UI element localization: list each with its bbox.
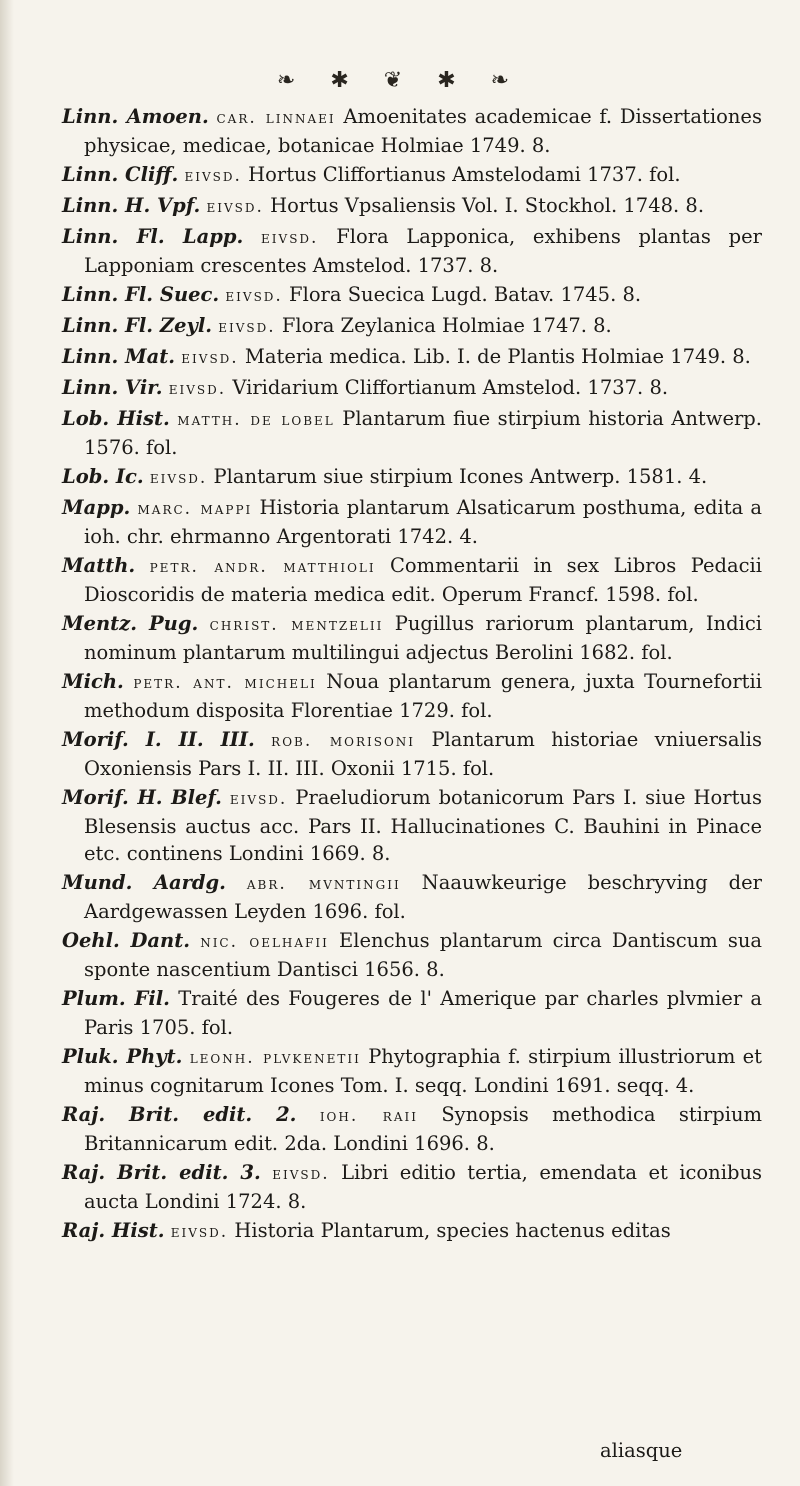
entry-abbreviation: Linn. Fl. Zeyl. — [62, 314, 213, 337]
bibliography-entry — [62, 1043, 762, 1099]
entry-abbreviation: Mentz. Pug. — [62, 612, 199, 635]
bibliography-entry — [62, 312, 762, 341]
entry-text: Elenchus plantarum circa Dantiscum sua sponte nascentium Dantisci 1656. 8. — [84, 929, 763, 981]
entry-abbreviation: Linn. Mat. — [62, 345, 176, 368]
entry-text: Praeludiorum botanicorum Pars I. siue Hortus Blesensis auctus acc. Pars II. Hallucinationes C. Bauhini in Pinace etc. continens Londini 1669. 8. — [84, 786, 762, 865]
entry-abbreviation: Linn. Fl. Lapp. — [62, 225, 244, 248]
entry-author: eivsd. — [229, 789, 288, 809]
entry-author: eivsd. — [206, 197, 264, 217]
entry-abbreviation: Morif. I. II. III. — [62, 728, 255, 751]
entry-text: Plantarum historiae vniuersalis Oxoniensis Pars I. II. III. Oxonii 1715. fol. — [84, 728, 763, 780]
bibliography-entry — [62, 1159, 762, 1215]
bibliography-entry — [62, 405, 762, 461]
entry-abbreviation: Raj. Brit. edit. 2. — [62, 1103, 297, 1126]
entry-author: leonh. plvkenetii — [189, 1048, 361, 1068]
bibliography-entry — [62, 1217, 762, 1246]
entry-text: Libri editio tertia, emendata et iconibus aucta Londini 1724. 8. — [84, 1161, 763, 1213]
bibliography-entry — [62, 494, 762, 550]
bibliography-entry — [62, 374, 762, 403]
entry-author: nic. oelhafii — [200, 932, 329, 952]
bibliography-entry — [62, 668, 762, 724]
entry-text: Naauwkeurige beschryving der Aardgewassen Leyden 1696. fol. — [84, 871, 763, 923]
entry-text: Commentarii in sex Libros Pedacii Dioscoridis de materia medica edit. Operum Francf. 1598. fol. — [84, 554, 762, 606]
entry-text: Flora Zeylanica Holmiae 1747. 8. — [281, 314, 612, 337]
entry-abbreviation: Linn. Cliff. — [62, 163, 179, 186]
bibliography-entry — [62, 784, 762, 867]
entry-abbreviation: Plum. Fil. — [62, 987, 170, 1010]
continuation-word: aliasque — [600, 1439, 683, 1462]
bibliography-entry — [62, 985, 762, 1041]
bibliography-entry — [62, 610, 762, 666]
entry-author: eivsd. — [218, 317, 276, 337]
bibliography-list — [62, 103, 762, 1248]
entry-abbreviation: Morif. H. Blef. — [62, 786, 222, 809]
entry-author: eivsd. — [225, 286, 283, 306]
bibliography-entry — [62, 463, 762, 492]
entry-text: Amoenitates academicae f. Dissertationes physicae, medicae, botanicae Holmiae 1749. 8. — [84, 105, 762, 157]
entry-text: Hortus Cliffortianus Amstelodami 1737. fol. — [248, 163, 681, 186]
entry-text: Hortus Vpsaliensis Vol. I. Stockhol. 1748. 8. — [270, 194, 705, 217]
entry-author: eivsd. — [261, 228, 319, 248]
entry-abbreviation: Lob. Hist. — [62, 407, 170, 430]
entry-abbreviation: Matth. — [62, 554, 136, 577]
bibliography-entry — [62, 927, 762, 983]
entry-abbreviation: Raj. Brit. edit. 3. — [62, 1161, 261, 1184]
entry-abbreviation: Mich. — [62, 670, 124, 693]
entry-author: eivsd. — [170, 1222, 229, 1242]
bibliography-entry — [62, 343, 762, 372]
entry-author: eivsd. — [184, 166, 242, 186]
entry-abbreviation: Linn. H. Vpf. — [62, 194, 201, 217]
entry-author: petr. andr. matthioli — [149, 557, 376, 577]
entry-text: Flora Suecica Lugd. Batav. 1745. 8. — [289, 283, 642, 306]
bibliography-entry — [62, 552, 762, 608]
entry-author: ioh. raii — [319, 1106, 418, 1126]
entry-abbreviation: Raj. Hist. — [62, 1219, 165, 1242]
bibliography-entry — [62, 726, 762, 782]
entry-text: Noua plantarum genera, juxta Tournefortii methodum disposita Florentiae 1729. fol. — [84, 670, 762, 722]
entry-abbreviation: Pluk. Phyt. — [62, 1045, 183, 1068]
entry-author: matth. de lobel — [177, 410, 335, 430]
entry-abbreviation: Linn. Fl. Suec. — [62, 283, 220, 306]
entry-text: Historia plantarum Alsaticarum posthuma, edita a ioh. chr. ehrmanno Argentorati 1742. 4. — [84, 496, 763, 548]
entry-text: Plantarum fiue stirpium historia Antwerp. 1576. fol. — [84, 407, 762, 459]
entry-abbreviation: Linn. Amoen. — [62, 105, 209, 128]
entry-text: Synopsis methodica stirpium Britannicarum edit. 2da. Londini 1696. 8. — [84, 1103, 763, 1155]
entry-author: eivsd. — [181, 348, 239, 368]
entry-text: Plantarum siue stirpium Icones Antwerp. 1581. 4. — [213, 465, 708, 488]
entry-author: car. linnaei — [216, 108, 336, 128]
entry-author: eivsd. — [149, 468, 208, 488]
bibliography-entry — [62, 281, 762, 310]
bibliography-entry — [62, 1101, 762, 1157]
entry-abbreviation: Mund. Aardg. — [62, 871, 226, 894]
page-gutter-shadow — [0, 0, 14, 1486]
entry-author: petr. ant. micheli — [133, 673, 317, 693]
entry-author: rob. morisoni — [271, 731, 416, 751]
entry-author: christ. mentzelii — [209, 615, 384, 635]
entry-abbreviation: Mapp. — [62, 496, 131, 519]
entry-abbreviation: Linn. Vir. — [62, 376, 163, 399]
bibliography-entry — [62, 103, 762, 159]
entry-text: Historia Plantarum, species hactenus editas — [234, 1219, 671, 1242]
entry-text: Materia medica. Lib. I. de Plantis Holmiae 1749. 8. — [244, 345, 751, 368]
entry-author: abr. mvntingii — [246, 874, 401, 894]
header-ornament: ❧ ✱ ❦ ✱ ❧ — [276, 68, 524, 93]
entry-abbreviation: Lob. Ic. — [62, 465, 144, 488]
entry-text: Traité des Fougeres de l' Amerique par charles plvmier a Paris 1705. fol. — [84, 987, 762, 1039]
entry-author: eivsd. — [272, 1164, 330, 1184]
entry-author: eivsd. — [168, 379, 227, 399]
entry-text: Flora Lapponica, exhibens plantas per Lapponiam crescentes Amstelod. 1737. 8. — [84, 225, 762, 277]
entry-abbreviation: Oehl. Dant. — [62, 929, 191, 952]
bibliography-entry — [62, 161, 762, 190]
bibliography-entry — [62, 869, 762, 925]
entry-text: Pugillus rariorum plantarum, Indici nominum plantarum multilingui adjectus Berolini 1682. fol. — [84, 612, 762, 664]
entry-author: marc. mappi — [137, 499, 253, 519]
bibliography-entry — [62, 192, 762, 221]
entry-text: Phytographia f. stirpium illustriorum et minus cognitarum Icones Tom. I. seqq. Londini 1691. seqq. 4. — [84, 1045, 763, 1097]
entry-text: Viridarium Cliffortianum Amstelod. 1737. 8. — [232, 376, 669, 399]
bibliography-entry — [62, 223, 762, 279]
